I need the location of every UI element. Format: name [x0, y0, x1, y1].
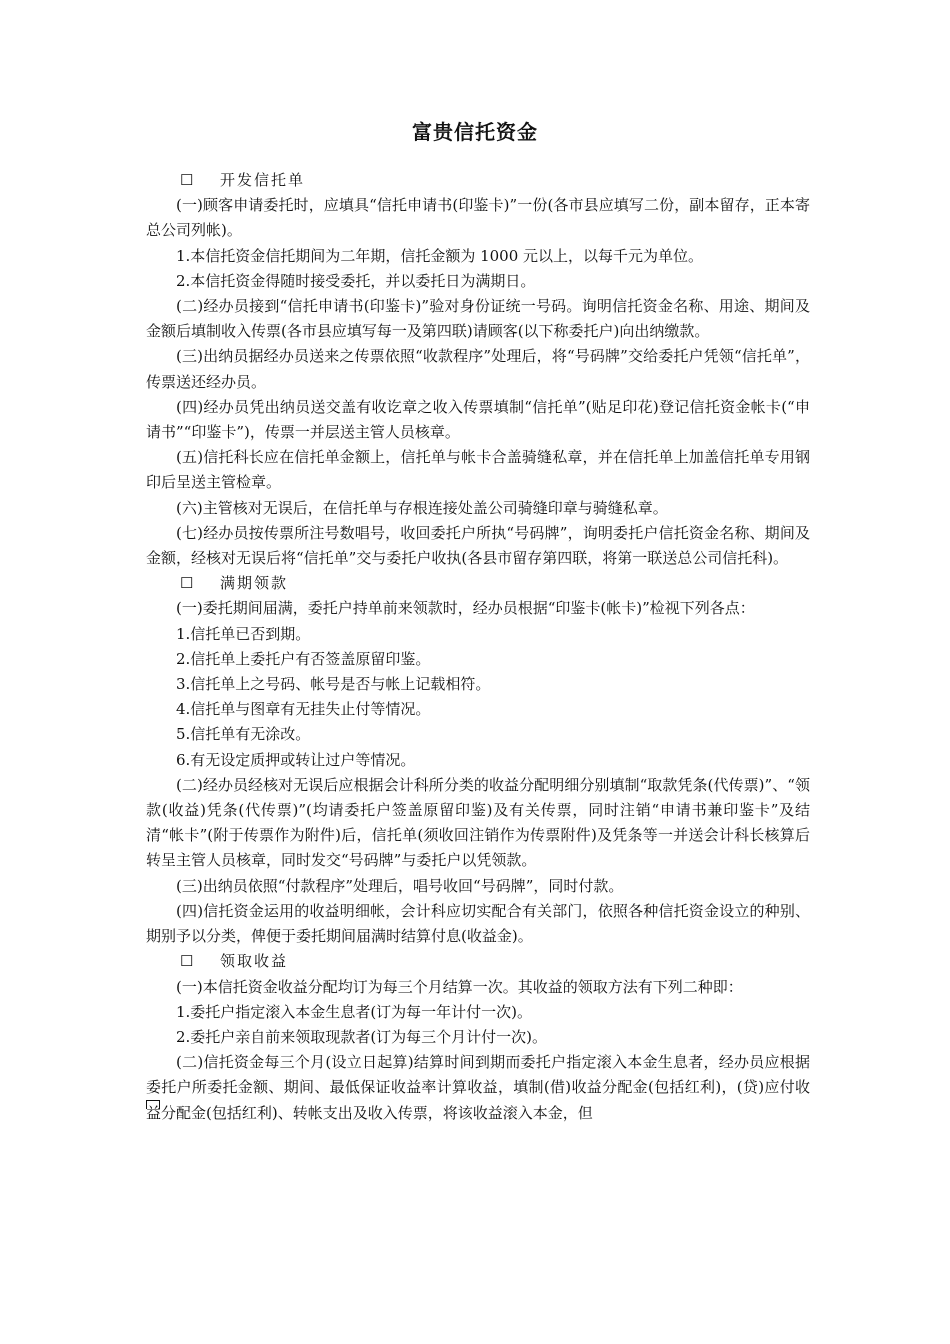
paragraph: (二)经办员接到“信托申请书(印鉴卡)”验对身份证统一号码。询明信托资金名称、用途、期间及金额后填制收入传票(各市县应填写每一及第四联)请顾客(以下称委托户)向出纳缴款。 — [146, 297, 810, 341]
paragraph: (四)信托资金运用的收益明细帐，会计科应切实配合有关部门，依照各种信托资金设立的种别、期别予以分类，俾便于委托期间届满时结算付息(收益金)。 — [146, 901, 810, 946]
document-body — [146, 168, 810, 1126]
paragraph: 1.委托户指定滚入本金生息者(订为每一年计付一次)。 — [176, 1002, 533, 1021]
paragraph: 2.信托单上委托户有否签盖原留印鉴。 — [176, 649, 431, 668]
paragraph: (一)顾客申请委托时，应填具“信托申请书(印鉴卡)”一份(各市县应填写二份，副本留存，正本寄总公司列帐)。 — [146, 196, 810, 240]
paragraph: (一)委托期间届满，委托户持单前来领款时，经办员根据“印鉴卡(帐卡)”检视下列各点： — [176, 599, 755, 618]
document-title: 富贵信托资金 — [412, 120, 538, 144]
paragraph: 4.信托单与图章有无挂失止付等情况。 — [176, 700, 431, 719]
section-heading-text: 开发信托单 — [220, 171, 306, 189]
bracket-mark-icon — [146, 1100, 160, 1109]
paragraph: (五)信托科长应在信托单金额上，信托单与帐卡合盖骑缝私章，并在信托单上加盖信托单专用钢印后呈送主管检章。 — [146, 448, 810, 492]
section-heading-text: 领取收益 — [220, 952, 289, 971]
paragraph: (二)信托资金每三个月(设立日起算)结算时间到期而委托户指定滚入本金生息者，经办员应根据委托户所委托金额、期间、最低保证收益率计算收益，填制(借)收益分配金(包括红利)，(贷)应付收益分配金(包括红利)、转帐支出及收入传票，将该收益滚入本金，但 — [146, 1053, 810, 1122]
paragraph: 5.信托单有无涂改。 — [176, 725, 311, 744]
checkbox-icon: ☐ — [180, 952, 194, 971]
paragraph: (七)经办员按传票所注号数唱号，收回委托户所执“号码牌”，询明委托户信托资金名称、期间及金额，经核对无误后将“信托单”交与委托户收执(各县市留存第四联，将第一联送总公司信托科)。 — [146, 523, 810, 568]
paragraph: (三)出纳员依照“付款程序”处理后，唱号收回“号码牌”，同时付款。 — [176, 876, 624, 895]
paragraph: 2.本信托资金得随时接受委托，并以委托日为满期日。 — [176, 271, 536, 290]
paragraph: 2.委托户亲自前来领取现款者(订为每三个月计付一次)。 — [176, 1027, 548, 1046]
paragraph: (六)主管核对无误后，在信托单与存根连接处盖公司骑缝印章与骑缝私章。 — [176, 498, 668, 517]
paragraph: (三)出纳员据经办员送来之传票依照“收款程序”处理后，将“号码牌”交给委托户凭领“信托单”，传票送还经办员。 — [146, 347, 810, 391]
paragraph: (一)本信托资金收益分配均订为每三个月结算一次。其收益的领取方法有下列二种即： — [176, 977, 743, 996]
checkbox-icon: ☐ — [180, 171, 194, 189]
paragraph: 6.有无设定质押或转让过户等情况。 — [176, 750, 416, 769]
section-heading — [146, 168, 810, 193]
paragraph: (二)经办员经核对无误后应根据会计科所分类的收益分配明细分别填制“取款凭条(代传票)”、“领款(收益)凭条(代传票)”(均请委托户签盖原留印鉴)及有关传票，同时注销“申请书兼印鉴卡”及结清“帐卡”(附于传票作为附件)后，信托单(须收回注销作为传票附件)及凭条等一并送会计科长核算后转呈主管人员核章，同时发交“号码牌”与委托户以凭领款。 — [146, 775, 810, 870]
paragraph: 1.信托单已否到期。 — [176, 624, 311, 643]
paragraph: 3.信托单上之号码、帐号是否与帐上记载相符。 — [176, 675, 491, 694]
section-heading — [146, 571, 810, 596]
paragraph: (四)经办员凭出纳员送交盖有收讫章之收入传票填制“信托单”(贴足印花)登记信托资金帐卡(“申请书”“印鉴卡”)，传票一并层送主管人员核章。 — [146, 397, 810, 442]
paragraph: 1.本信托资金信托期间为二年期，信托金额为 1000 元以上，以每千元为单位。 — [176, 246, 704, 265]
checkbox-icon: ☐ — [180, 574, 194, 593]
section-heading — [146, 949, 810, 974]
section-heading-text: 满期领款 — [220, 574, 289, 593]
